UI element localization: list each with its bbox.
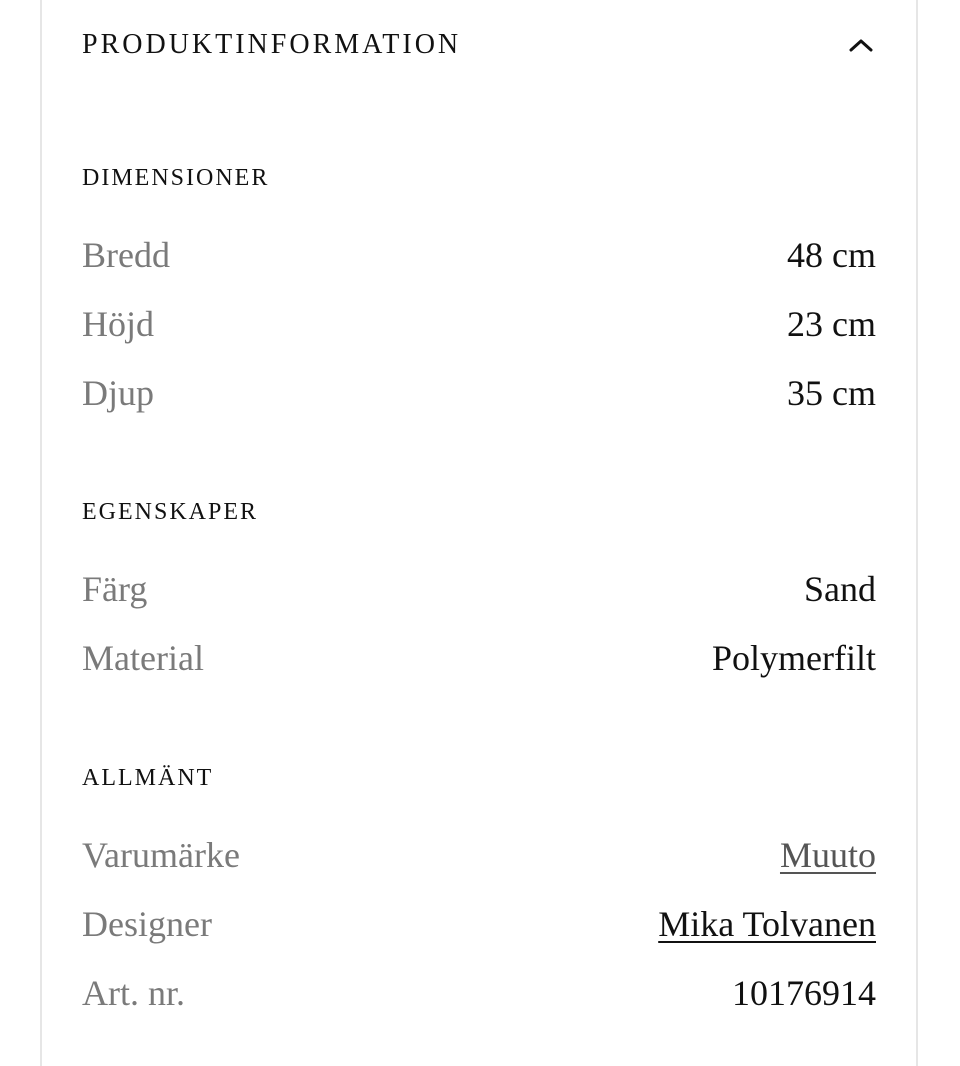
spec-value: 23 cm [787,303,876,344]
spec-label: Designer [82,903,212,944]
spec-label: Art. nr. [82,972,185,1013]
spec-label: Färg [82,568,148,609]
spec-row-material [82,623,876,692]
product-info-panel [40,0,918,1066]
section-allmant [82,758,876,1027]
spec-row-varumarke [82,820,876,889]
spec-row-designer [82,889,876,958]
spec-row-bredd [82,220,876,289]
product-info-accordion-header[interactable] [82,20,876,70]
spec-label: Djup [82,372,154,413]
spec-value: 48 cm [787,234,876,275]
spec-value: Sand [804,568,876,609]
spec-row-hojd [82,289,876,358]
section-title: EGENSKAPER [82,499,259,525]
brand-link[interactable]: Muuto [779,834,876,875]
spec-label: Bredd [82,234,170,275]
product-info-title: PRODUKTINFORMATION [82,29,462,60]
section-egenskaper [82,492,876,692]
section-dimensioner [82,158,876,427]
spec-label: Material [82,637,204,678]
designer-link[interactable]: Mika Tolvanen [658,903,876,944]
spec-value: Polymerfilt [712,637,876,678]
spec-value: 35 cm [787,372,876,413]
spec-row-art-nr [82,958,876,1027]
spec-label: Höjd [82,303,154,344]
spec-row-farg [82,554,876,623]
spec-row-djup [82,358,876,427]
section-title: DIMENSIONER [82,165,270,191]
section-title: ALLMÄNT [82,765,214,791]
article-number: 10176914 [732,972,876,1013]
spec-label: Varumärke [82,834,240,875]
chevron-up-icon[interactable] [846,30,876,60]
